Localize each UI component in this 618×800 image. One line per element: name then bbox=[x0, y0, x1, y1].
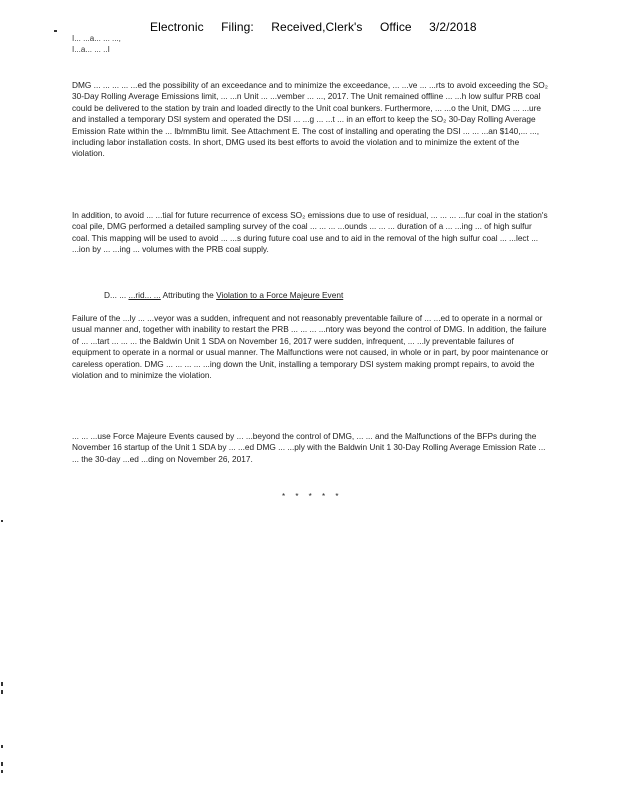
margin-mark-3 bbox=[1, 745, 3, 748]
stamp-filing: Filing: bbox=[221, 20, 254, 34]
filing-stamp bbox=[150, 20, 491, 34]
section-separator: * * * * * bbox=[282, 492, 343, 501]
margin-mark-4 bbox=[1, 762, 3, 766]
stamp-received: Received,Clerk's bbox=[271, 20, 363, 34]
margin-mark-1 bbox=[1, 682, 3, 686]
paragraph-future-recurrence: In addition, to avoid ... ...tial for future recurrence of excess SO₂ emissions due to use of residual, ... ... ... ...fur coal in the station's coal pile, DMG performed a detailed sampling survey of the coal ... ... ... ...ounds ... ... ... duration of a ... ...ing ... of high sulfur coal. This mapping will be used to avoid ... ...s during future coal use and to aid in the removal of the high sulfur coal ... ...lect ... ...ion by ... ...ing ... volumes with the PRB coal supply. bbox=[72, 210, 548, 255]
corner-scan-mark bbox=[54, 30, 57, 32]
heading-middle: Attributing the bbox=[162, 290, 214, 300]
margin-mark-5 bbox=[1, 770, 3, 773]
paragraph-failure-analysis: Failure of the ...ly ... ...veyor was a sudden, infrequent and not reasonably preventable failure of ... ...ed to operate in a normal or usual manner and, together with inability to restart the PRB ... ... ... ...ntory was beyond the control of DMG. In addition, the failure of ... ...tart ... ... ... the Baldwin Unit 1 SDA on November 16, 2017 were sudden, infrequent, ... ...ly preventable failures of equipment to operate in a normal or usual manner. The Malfunctions were not caused, in whole or in part, by poor maintenance or careless operation. DMG ... ... ... ... ...ing down the Unit, installing a temporary DSI system making prompt repairs, to avoid the violation and to minimize the violation. bbox=[72, 313, 549, 381]
stamp-date: 3/2/2018 bbox=[429, 20, 477, 34]
section-heading bbox=[104, 290, 544, 301]
paragraph-conclusion: ... ... ...use Force Majeure Events caused by ... ...beyond the control of DMG, ... ... and the Malfunctions of the BFPs during the November 16 startup of the Unit 1 SDA by ... ...ed DMG ... ...ply with the Baldwin Unit 1 30-Day Rolling Average Emission Rate ... ... the 30-day ...ed ...ding on November 26, 2017. bbox=[72, 431, 546, 464]
stamp-office: Office bbox=[379, 20, 412, 34]
margin-mark-6 bbox=[1, 520, 3, 522]
heading-underlined-1: ...rid... ... bbox=[128, 290, 161, 300]
reference-line-1: I... ...a... ... ..., bbox=[72, 34, 121, 43]
reference-line-2: I...a... ... ..I bbox=[72, 45, 110, 54]
paragraph-mitigation: DMG ... ... ... ... ...ed the possibility of an exceedance and to minimize the exceedance, ... ...ve ... ...rts to avoid exceeding the SO₂ 30-Day Rolling Average Emissions limit, ... ...n Unit ... ...vember ... ..., 2017. The Unit remained offline ... ...h low sulfur PRB coal could be delivered to the station by train and loaded directly to the Unit coal bunkers. Furthermore, ... ...o the Unit, DMG ... ...ure and installed a temporary DSI system and operated the DSI ... ...g ... ...t ... in an effort to keep the SO₂ 30-Day Rolling Average Emission Rate within the ... lb/mmBtu limit. See Attachment E. The cost of installing and operating the DSI ... ... ...an $140,... ..., including labor installation costs. In short, DMG used its best efforts to avoid the violation and to minimize the extent of the violation. bbox=[72, 80, 548, 159]
margin-mark-2 bbox=[1, 690, 3, 694]
heading-prefix: D... ... bbox=[104, 290, 127, 300]
reference-block bbox=[72, 33, 121, 55]
stamp-electronic: Electronic bbox=[150, 20, 204, 34]
heading-underlined-2: Violation to a Force Majeure Event bbox=[216, 290, 344, 300]
